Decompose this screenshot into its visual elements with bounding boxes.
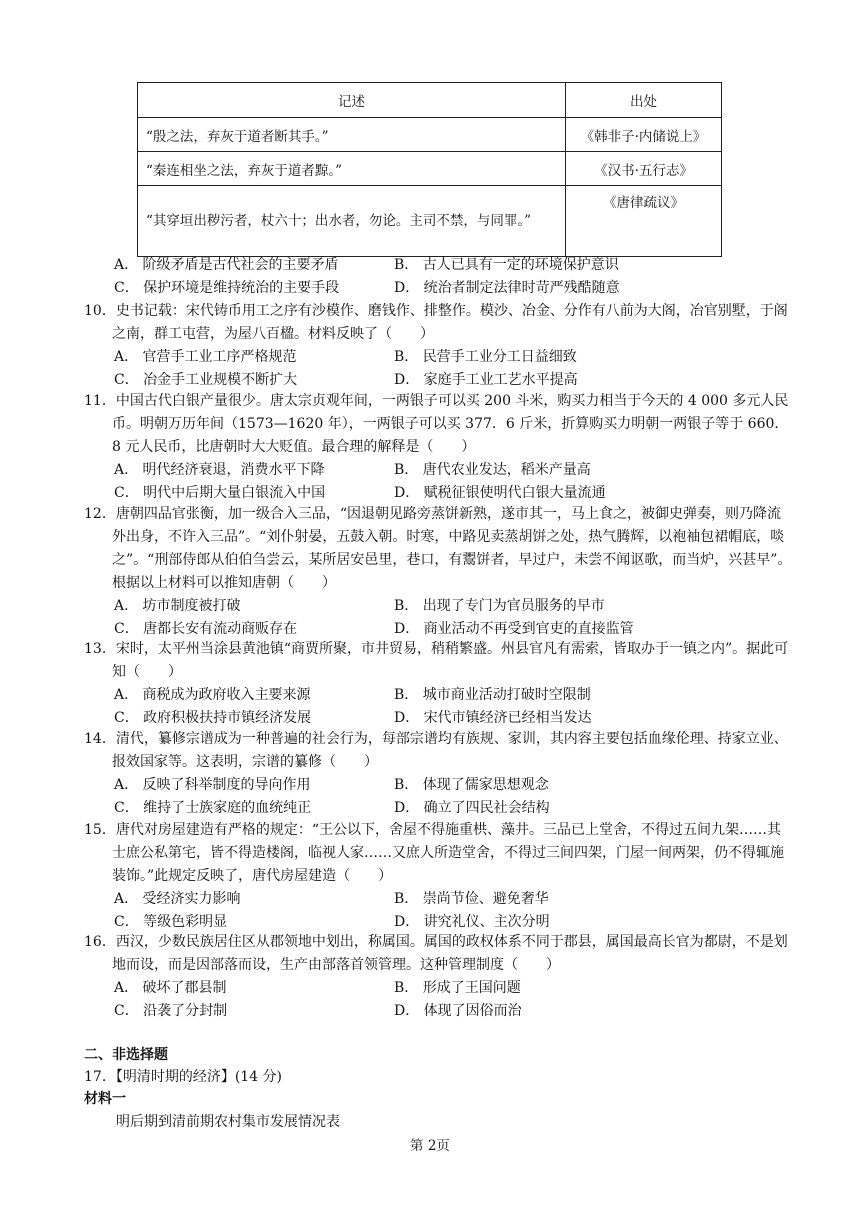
- option-b[interactable]: B． 城市商业活动打破时空限制: [394, 687, 591, 703]
- option-b[interactable]: B． 古人已具有一定的环境保护意识: [394, 257, 619, 273]
- option-d[interactable]: D． 宋代市镇经济已经相当发达: [394, 710, 592, 726]
- option-a[interactable]: A． 阶级矛盾是古代社会的主要矛盾: [114, 257, 339, 273]
- table-cell: 《唐律疏议》: [566, 186, 722, 257]
- option-c[interactable]: C． 政府积极扶持市镇经济发展: [114, 710, 312, 726]
- question-stem: 11．中国古代白银产量很少。唐太宗贞观年间，一两银子可以买 200 斗米，购买力相当于今天的 4 000 多元人民币。明朝万历年间（1573—1620 年），一两银子可以买 377．6 斤米，折算购买力明朝一两银子等于 660．8 元人民币，比唐朝时大大贬值。最合理的解释是（ ）: [84, 393, 789, 455]
- option-a[interactable]: A． 受经济实力影响: [114, 891, 241, 907]
- table-row: [138, 118, 722, 152]
- page-number: 第 2页: [410, 1138, 450, 1154]
- option-c[interactable]: C． 等级色彩明显: [114, 914, 228, 930]
- question-stem: 12．唐朝四品官张衡，加一级合入三品，“因退朝见路旁蒸饼新熟，遂市其一，马上食之，被御史弹奏，则乃降流外出身，不许入三品”。“刘仆射晏，五鼓入朝。时寒，中路见卖蒸胡饼之处，热气腾辉，以袍袖包裙帽底，啖之”。“刑部侍郎从伯伯刍尝云，某所居安邑里，巷口，有鬻饼者，早过户，未尝不闻讴歌，而当炉，兴甚早”。根据以上材料可以推知唐朝（ ）: [84, 506, 792, 591]
- question-stem: 14．清代，纂修宗谱成为一种普遍的社会行为，每部宗谱均有族规、家训，其内容主要包括血缘伦理、持家立业、报效国家等。这表明，宗谱的纂修（ ）: [84, 731, 788, 770]
- question-10: [84, 300, 794, 392]
- option-d[interactable]: D． 统治者制定法律时苛严残酷随意: [394, 280, 620, 296]
- option-c[interactable]: C． 冶金手工业规模不断扩大: [114, 372, 298, 388]
- table-header-source: 出处: [566, 83, 722, 118]
- question-17-title: 17．【明清时期的经济】(14 分): [84, 1069, 283, 1085]
- option-b[interactable]: B． 唐代农业发达，稻米产量高: [394, 462, 591, 478]
- table-header-record: 记述: [138, 83, 566, 118]
- option-d[interactable]: D． 确立了四民社会结构: [394, 800, 550, 816]
- option-d[interactable]: D． 体现了因俗而治: [394, 1003, 522, 1019]
- option-a[interactable]: A． 反映了科举制度的导向作用: [114, 777, 311, 793]
- option-d[interactable]: D． 讲究礼仪、主次分明: [394, 914, 550, 930]
- source-table: [137, 82, 722, 257]
- table-cell: 《汉书·五行志》: [566, 152, 722, 186]
- question-14: [84, 728, 794, 820]
- table-cell: “殷之法，弃灰于道者断其手。”: [138, 118, 566, 152]
- question-9-options: [84, 254, 794, 300]
- question-16: [84, 931, 794, 1023]
- table-cell: “其穿垣出秽污者，杖六十；出水者，勿论。主司不禁，与同罪。”: [138, 186, 566, 257]
- option-c[interactable]: C． 维持了士族家庭的血统纯正: [114, 800, 312, 816]
- question-15: [84, 819, 794, 934]
- table-row: [138, 152, 722, 186]
- table-row: [138, 186, 722, 257]
- option-d[interactable]: D． 家庭手工业工艺水平提高: [394, 372, 578, 388]
- option-d[interactable]: D． 商业活动不再受到官吏的直接监管: [394, 621, 634, 637]
- table-cell: “秦连相坐之法，弃灰于道者黥。”: [138, 152, 566, 186]
- table-cell: 《韩非子·内储说上》: [566, 118, 722, 152]
- option-c[interactable]: C． 明代中后期大量白银流入中国: [114, 485, 326, 501]
- question-stem: 13．宋时，太平州当涂县黄池镇“商贾所聚，市井贸易，稍稍繁盛。州县官凡有需索，皆取办于一镇之内”。据此可知（ ）: [84, 641, 789, 680]
- option-c[interactable]: C． 唐都长安有流动商贩存在: [114, 621, 298, 637]
- option-b[interactable]: B． 出现了专门为官员服务的早市: [394, 598, 605, 614]
- question-11: [84, 390, 794, 505]
- material-label: 材料一: [84, 1091, 126, 1107]
- option-b[interactable]: B． 形成了王国问题: [394, 980, 521, 996]
- option-b[interactable]: B． 崇尚节俭、避免奢华: [394, 891, 549, 907]
- option-a[interactable]: A． 破坏了郡县制: [114, 980, 227, 996]
- option-b[interactable]: B． 体现了儒家思想观念: [394, 777, 549, 793]
- question-12: [84, 503, 794, 641]
- table-caption: 明后期到清前期农村集市发展情况表: [116, 1114, 340, 1130]
- option-d[interactable]: D． 赋税征银使明代白银大量流通: [394, 485, 606, 501]
- question-13: [84, 638, 794, 730]
- question-stem: 16．西汉，少数民族居住区从郡领地中划出，称属国。属国的政权体系不同于郡县，属国最高长官为都尉，不是划地而设，而是因部落而设，生产由部落首领管理。这种管理制度（ ）: [84, 934, 788, 973]
- option-a[interactable]: A． 坊市制度被打破: [114, 598, 241, 614]
- option-a[interactable]: A． 明代经济衰退，消费水平下降: [114, 462, 325, 478]
- option-c[interactable]: C． 保护环境是维持统治的主要手段: [114, 280, 340, 296]
- question-stem: 15．唐代对房屋建造有严格的规定：“王公以下，舍屋不得施重栱、藻井。三品已上堂舍，不得过五间九架……其士庶公私第宅，皆不得造楼阁，临视人家……又庶人所造堂舍，不得过三间四架，门屋一间两架，仍不得辄施装饰。”此规定反映了，唐代房屋建造（ ）: [84, 822, 784, 884]
- option-b[interactable]: B． 民营手工业分工日益细致: [394, 349, 577, 365]
- option-a[interactable]: A． 商税成为政府收入主要来源: [114, 687, 311, 703]
- option-a[interactable]: A． 官营手工业工序严格规范: [114, 349, 297, 365]
- question-stem: 10．史书记载：宋代铸币用工之序有沙模作、磨钱作、排整作。模沙、冶金、分作有八前为大阁，冶官别墅，于阁之南，群工屯营，为屋八百楹。材料反映了（ ）: [84, 303, 788, 342]
- section-heading: 二、非选择题: [84, 1047, 168, 1063]
- option-c[interactable]: C． 沿袭了分封制: [114, 1003, 228, 1019]
